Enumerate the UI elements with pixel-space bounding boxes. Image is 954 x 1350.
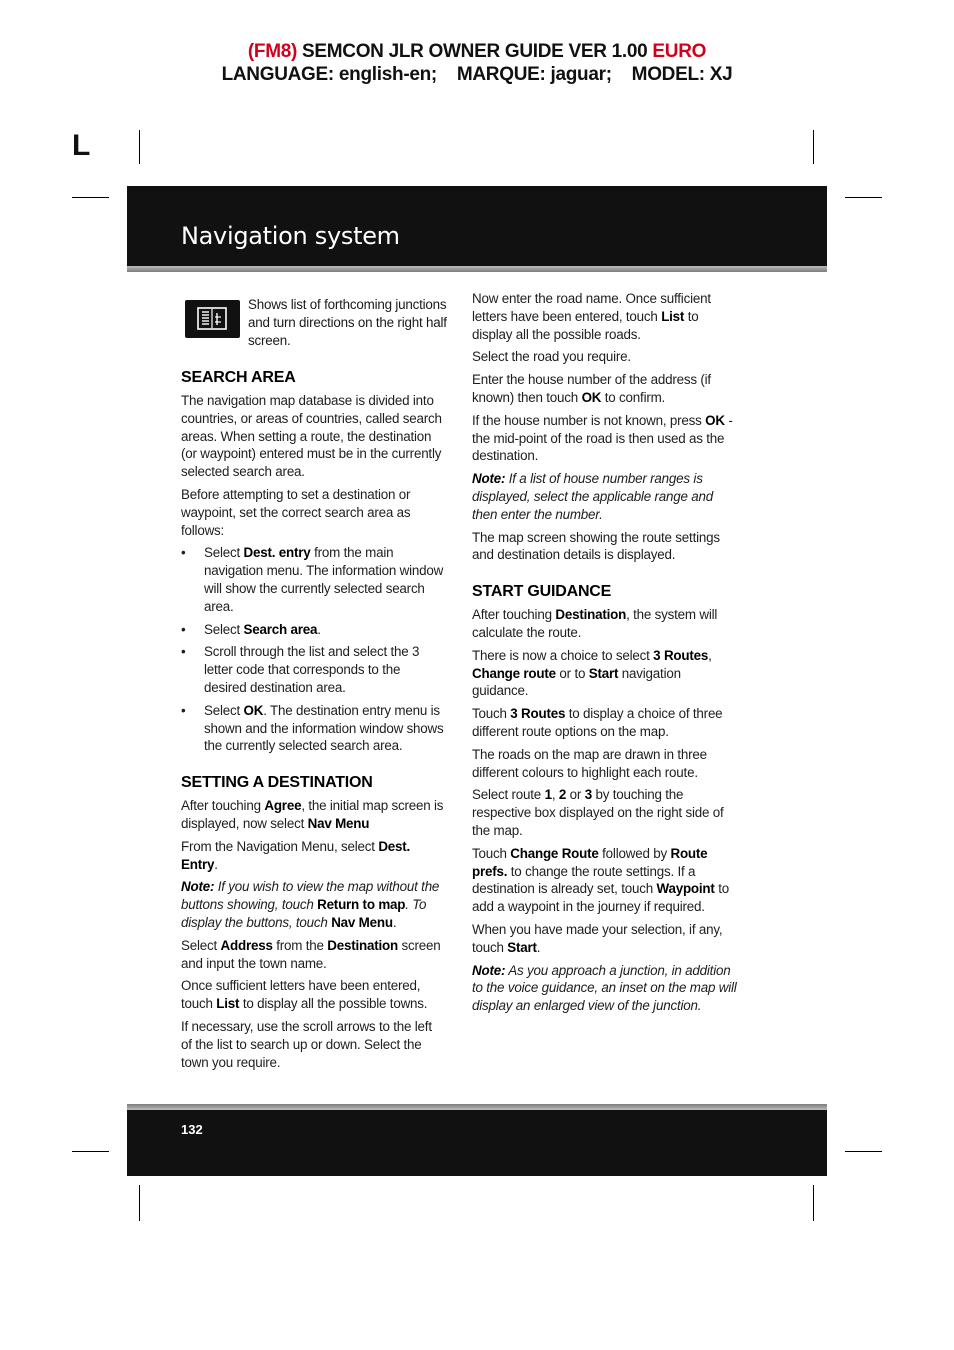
guidance-para-6: Touch Change Route followed by Route prefs. to change the route settings. If a destination is already set, touch Waypoint to add a waypoint in the journey if required. [472, 845, 729, 915]
crop-mark [72, 197, 109, 198]
setting-para-3: Select Address from the Destination screen and input the town name. [181, 937, 441, 971]
corner-letter: L [72, 129, 91, 162]
doc-region: EURO [652, 41, 707, 62]
list-item: • Select Dest. entry from the main navigation menu. The information window will show the currently selected search area. [181, 544, 446, 615]
junction-list-icon [185, 300, 240, 338]
doc-title: SEMCON JLR OWNER GUIDE VER 1.00 [297, 41, 653, 62]
page-number: 132 [181, 1122, 203, 1137]
setting-para-1: After touching Agree, the initial map screen is displayed, now select Nav Menu [181, 798, 444, 831]
heading-start-guidance: START GUIDANCE [472, 583, 612, 601]
list-item: • Scroll through the list and select the 3 letter code that corresponds to the desired destination area. [181, 643, 446, 696]
heading-setting-destination: SETTING A DESTINATION [181, 774, 373, 792]
doc-header-line1 [0, 40, 954, 64]
road-para-5: The map screen showing the route settings and destination details is displayed. [472, 529, 720, 563]
crop-mark [139, 1185, 140, 1221]
crop-mark [813, 130, 814, 164]
road-para-3: Enter the house number of the address (if known) then touch OK to confirm. [472, 372, 711, 405]
doc-code: (FM8) [247, 41, 298, 62]
road-note: Note: If a list of house number ranges is displayed, select the applicable range and then enter the number. [472, 471, 713, 522]
guidance-note: Note: As you approach a junction, in addition to the voice guidance, an inset on the map will display an enlarged view of the junction. [472, 962, 737, 1014]
crop-mark [813, 1185, 814, 1221]
page-footer [127, 1110, 827, 1176]
list-item: • Select OK. The destination entry menu is shown and the information window shows the currently selected search area. [181, 702, 446, 755]
guidance-para-2: There is now a choice to select 3 Routes, Change route or to Start navigation guidance. [472, 647, 712, 699]
guidance-para-4: The roads on the map are drawn in three different colours to highlight each route. [472, 746, 707, 780]
crop-mark [139, 130, 140, 164]
icon-caption: Shows list of forthcoming junctions and turn directions on the right half screen. [248, 297, 447, 348]
heading-search-area: SEARCH AREA [181, 369, 296, 386]
list-item: • Select Search area. [181, 621, 446, 639]
doc-header-line2: LANGUAGE: english-en; MARQUE: jaguar; MODEL: XJ [221, 64, 733, 85]
guidance-para-3: Touch 3 Routes to display a choice of three different route options on the map. [472, 706, 723, 739]
search-area-para-2: Before attempting to set a destination or waypoint, set the correct search area as follows: [181, 486, 411, 538]
right-column [472, 290, 738, 1020]
setting-para-4: Once sufficient letters have been entered, touch List to display all the possible towns. [181, 978, 428, 1012]
crop-mark [845, 197, 882, 198]
road-para-2: Select the road you require. [472, 349, 631, 365]
header-divider [127, 266, 827, 272]
setting-para-2: From the Navigation Menu, select Dest. Entry. [181, 838, 411, 872]
search-area-steps [181, 544, 446, 755]
guidance-para-5: Select route 1, 2 or 3 by touching the respective box displayed on the right side of the map. [472, 787, 724, 838]
guidance-para-7: When you have made your selection, if any, touch Start. [472, 921, 723, 955]
search-area-para-1: The navigation map database is divided into countries, or areas of countries, called search areas. When setting a route, the destination (or waypoint) entered must be in the currently selected search area. [181, 393, 442, 480]
crop-mark [72, 1151, 109, 1152]
left-column [181, 368, 446, 1076]
setting-note: Note: If you wish to view the map without the buttons showing, touch Return to map. To display the buttons, touch Nav Menu. [181, 879, 440, 930]
junction-list-icon-graphic [185, 300, 240, 338]
section-header [127, 186, 827, 266]
guidance-para-1: After touching Destination, the system will calculate the route. [472, 607, 718, 640]
road-para-1: Now enter the road name. Once sufficient letters have been entered, touch List to display all the possible roads. [472, 291, 711, 342]
road-para-4: If the house number is not known, press OK - the mid-point of the road is then used as the destination. [472, 412, 733, 464]
section-title: Navigation system [181, 222, 400, 250]
crop-mark [845, 1151, 882, 1152]
setting-para-5: If necessary, use the scroll arrows to the left of the list to search up or down. Select the town you require. [181, 1018, 432, 1070]
